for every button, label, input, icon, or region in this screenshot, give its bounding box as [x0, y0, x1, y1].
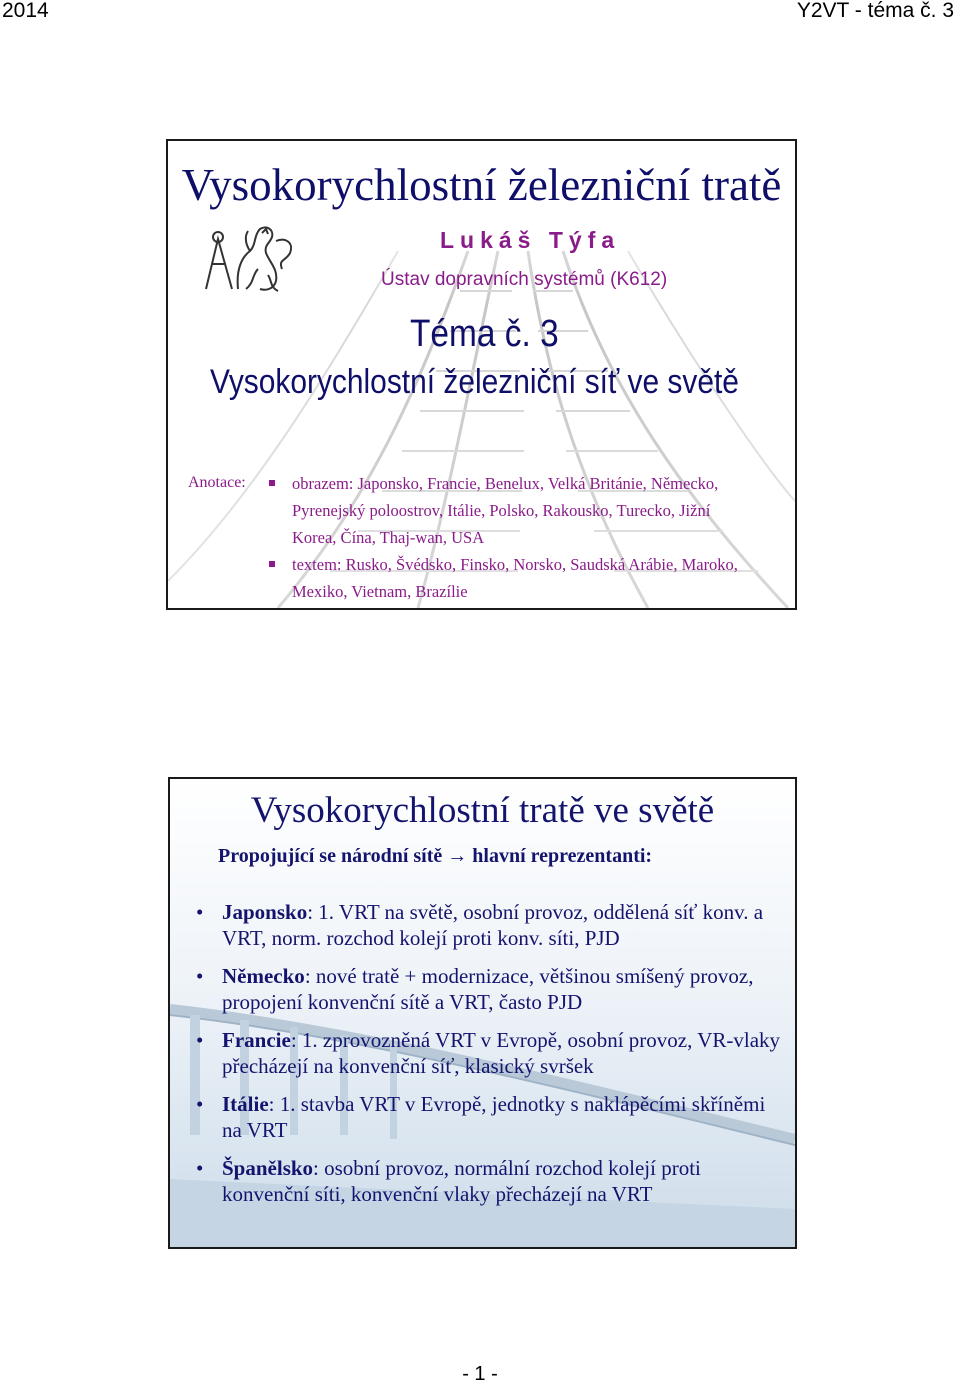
slide-title [166, 139, 797, 610]
country-text: : nové tratě + modernizace, většinou smíšený provoz, propojení konvenční sítě a VRT, často PJD [222, 964, 754, 1014]
bullet-icon: • [196, 900, 204, 924]
subtitle-right: hlavní reprezentanti: [472, 845, 653, 867]
slide-title-heading: Vysokorychlostní železniční tratě [181, 160, 782, 210]
country-text: : 1. stavba VRT v Evropě, jednotky s naklápěcími skříněmi na VRT [222, 1092, 766, 1142]
bullet-icon: • [196, 964, 204, 988]
topic-name: Vysokorychlostní železniční síť ve světě [210, 363, 739, 401]
list-item [194, 1091, 782, 1143]
bullet-icon: • [196, 1028, 204, 1052]
page-number: - 1 - [462, 1363, 498, 1385]
slide-representatives [168, 777, 797, 1249]
cvut-lion-logo-icon [198, 219, 302, 299]
header-course: Y2VT - téma č. 3 [796, 0, 954, 22]
bullet-icon: • [196, 1156, 204, 1180]
slide-heading: Vysokorychlostní tratě ve světě [250, 790, 715, 831]
arrow-right-icon: → [447, 845, 468, 867]
country-text: : osobní provoz, normální rozchod kolejí proti konvenční síti, konvenční vlaky přecházejí na VRT [222, 1156, 701, 1206]
country-name: Španělsko [222, 1156, 314, 1180]
square-bullet-icon [269, 561, 275, 567]
annotation-item-text: textem: Rusko, Švédsko, Finsko, Norsko, Saudská Arábie, Maroko, Mexiko, Vietnam, Brazílie [292, 555, 738, 601]
bullet-icon: • [196, 1092, 204, 1116]
annotation-item [264, 551, 752, 605]
country-text: : 1. VRT na světě, osobní provoz, oddělená síť konv. a VRT, norm. rozchod kolejí proti konv. síti, PJD [222, 900, 764, 950]
header-year: 2014 [2, 0, 49, 22]
annotation-list [264, 470, 752, 605]
country-name: Německo [222, 964, 305, 988]
list-item [194, 899, 782, 951]
institute-name: Ústav dopravních systémů (K612) [381, 269, 668, 290]
list-item [194, 1027, 782, 1079]
country-text: : 1. zprovozněná VRT v Evropě, osobní provoz, VR-vlaky přecházejí na konvenční síť, klasický svršek [222, 1028, 781, 1078]
country-list [194, 899, 782, 1219]
slide-subtitle [218, 845, 652, 868]
annotation-item-text: obrazem: Japonsko, Francie, Benelux, Velká Británie, Německo, Pyrenejský poloostrov, Itálie, Polsko, Rakousko, Turecko, Jižní Korea, Čína, Thaj-wan, USA [292, 474, 719, 547]
country-name: Japonsko [222, 900, 308, 924]
list-item [194, 963, 782, 1015]
topic-number: Téma č. 3 [410, 313, 559, 355]
list-item [194, 1155, 782, 1207]
country-name: Itálie [222, 1092, 269, 1116]
author-name: Lukáš Týfa [440, 227, 621, 253]
subtitle-left: Propojující se národní sítě [218, 845, 443, 867]
annotation-label: Anotace: [188, 474, 246, 491]
square-bullet-icon [269, 480, 275, 486]
annotation-item [264, 470, 752, 551]
country-name: Francie [222, 1028, 291, 1052]
